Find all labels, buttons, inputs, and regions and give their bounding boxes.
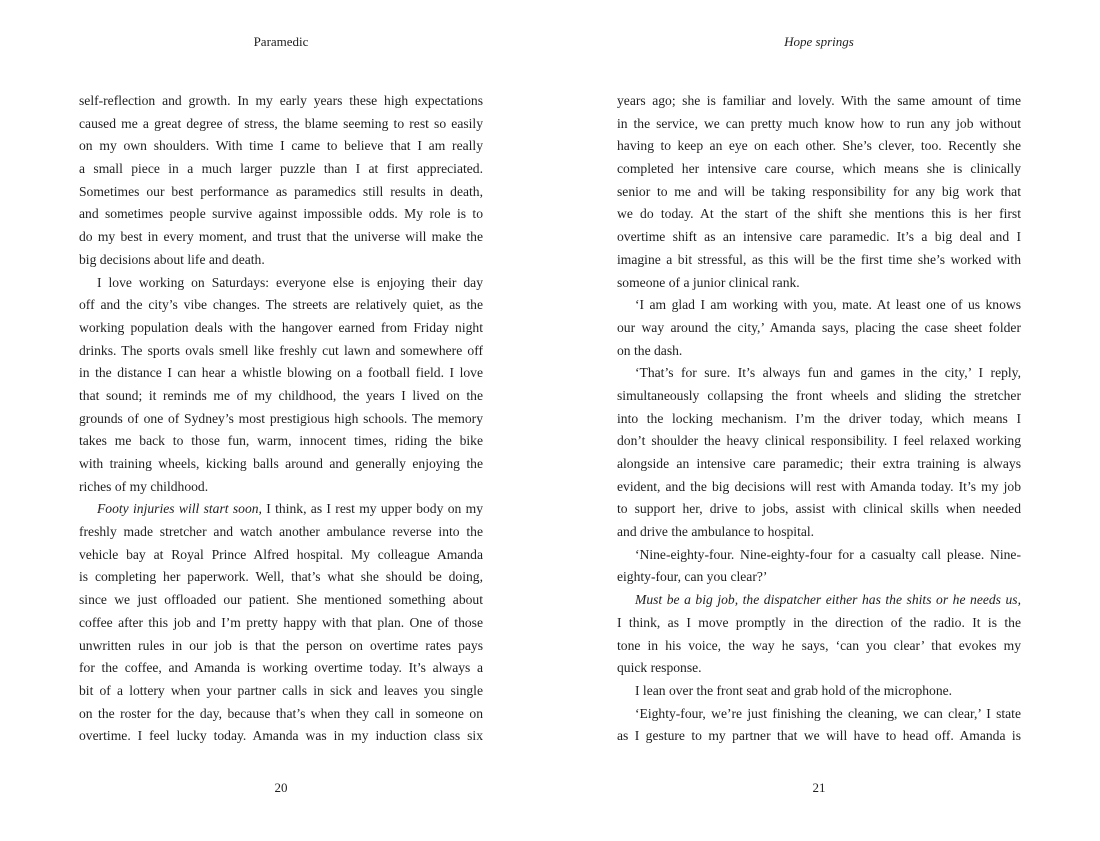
page-number-left: 20 (274, 780, 288, 795)
body-text-left (79, 90, 483, 748)
text-line (617, 589, 1021, 612)
text-line: ‘I am glad I am working with you, mate. At least one of us knows (635, 297, 1021, 313)
text-line: for the coffee, and Amanda is working overtime today. It’s always a (79, 660, 483, 676)
text-line: coffee after this job and I’m pretty happy with that plan. One of those (79, 614, 483, 630)
text-line: unwritten rules in our job is that the person on overtime rates pays (79, 637, 483, 653)
text-line: takes me back to those fun, warm, innocent times, riding the bike (79, 433, 483, 449)
text-line: I lean over the front seat and grab hold of the microphone. (635, 682, 953, 698)
text-line: off and the city’s vibe changes. The streets are relatively quiet, as the (79, 297, 483, 313)
text-line: in the distance I can hear a whistle blowing on a football field. I love (79, 365, 483, 381)
text-line: don’t shoulder the heavy clinical responsibility. I feel relaxed working (617, 433, 1021, 449)
text-line: and drive the ambulance to hospital. (617, 524, 815, 540)
text-line: tone in his voice, the way he says, ‘can you clear’ that evokes my (617, 637, 1021, 653)
text-line: completed her intensive care course, which means she is clinically (617, 161, 1021, 177)
text-line: riches of my childhood. (79, 478, 209, 494)
text-line: on my own shoulders. With time I came to believe that I am really (79, 138, 483, 154)
text-line: alongside an intensive care paramedic; their extra training is always (617, 456, 1021, 471)
text-line: simultaneously collapsing the front wheels and sliding the stretcher (617, 387, 1021, 403)
text-line: imagine a bit stressful, as this will be the first time she’s worked with (617, 251, 1021, 267)
text-line: years ago; she is familiar and lovely. With the same amount of time (617, 93, 1021, 108)
right-page (617, 0, 1021, 841)
text-line: ‘Eighty-four, we’re just finishing the cleaning, we can clear,’ I state (635, 705, 1021, 721)
text-line: into the locking mechanism. I’m the driver today, which means I (617, 410, 1021, 426)
text-line: vehicle bay at Royal Prince Alfred hospital. My colleague Amanda (79, 546, 483, 562)
text-line (79, 498, 483, 521)
text-line: self-reflection and growth. In my early years these high expectations (79, 93, 483, 108)
text-line: on the dash. (617, 342, 683, 358)
text-line: in the service, we can pretty much know how to run any job without (617, 115, 1021, 131)
body-text-right (617, 90, 1021, 748)
text-line: that sound; it reminds me of my childhood, the years I lived on the (79, 387, 483, 403)
line-text: I think, as I rest my upper body on my (261, 501, 483, 517)
text-line: someone of a junior clinical rank. (617, 274, 800, 290)
text-line: working population deals with the hangover earned from Friday night (79, 319, 483, 335)
running-head-right: Hope springs (784, 34, 854, 49)
text-line: bit of a lottery when your partner calls in sick and leaves you single (79, 682, 483, 698)
italic-thought: Footy injuries will start soon, (97, 501, 262, 517)
text-line: and sometimes people survive against impossible odds. My role is to (79, 206, 483, 222)
text-line: ‘Nine-eighty-four. Nine-eighty-four for a casualty call please. Nine- (635, 546, 1021, 562)
text-line: evident, and the big decisions will rest with Amanda today. It’s my job (617, 478, 1021, 494)
text-line: senior to me and will be taking responsibility for any big work that (617, 183, 1021, 199)
text-line: we do today. At the start of the shift she mentions this is her first (617, 206, 1021, 222)
text-line: I think, as I move promptly in the direction of the radio. It is the (617, 614, 1021, 630)
text-line: ‘That’s for sure. It’s always fun and games in the city,’ I reply, (635, 365, 1021, 381)
text-line: I love working on Saturdays: everyone else is enjoying their day (97, 274, 483, 290)
text-line: eighty-four, can you clear?’ (617, 569, 768, 585)
text-line: do my best in every moment, and trust that the universe will make the (79, 229, 483, 245)
text-line: since we just offloaded our patient. She mentioned something about (79, 592, 483, 608)
page-number-right: 21 (812, 780, 826, 795)
left-page (79, 0, 483, 841)
running-head-left: Paramedic (253, 34, 309, 49)
text-line: as I gesture to my partner that we will have to head off. Amanda is (617, 728, 1021, 744)
text-line: drinks. The sports ovals smell like freshly cut lawn and somewhere off (79, 342, 483, 358)
text-line: overtime shift as an intensive care paramedic. It’s a big deal and I (617, 229, 1021, 245)
text-line: quick response. (617, 660, 702, 676)
text-line: to support her, drive to jobs, assist with clinical skills when needed (617, 501, 1021, 517)
text-line: having to keep an eye on each other. She’s clever, too. Recently she (617, 138, 1021, 154)
text-line: on the roster for the day, because that’s when they call in someone on (79, 705, 483, 721)
text-line: is completing her paperwork. Well, that’s what she should be doing, (79, 569, 483, 585)
text-line: with training wheels, kicking balls around and generally enjoying the (79, 456, 483, 471)
text-line: grounds of one of Sydney’s most prestigious high schools. The memory (79, 410, 483, 426)
text-line: freshly made stretcher and watch another ambulance reverse into the (79, 524, 483, 540)
text-line: Sometimes our best performance as paramedics still results in death, (79, 183, 483, 199)
text-line: our way around the city,’ Amanda says, placing the case sheet folder (617, 319, 1021, 335)
text-line: big decisions about life and death. (79, 251, 265, 267)
text-line: overtime. I feel lucky today. Amanda was in my induction class six (79, 728, 483, 744)
text-line: a small piece in a much larger puzzle than I at first appreciated. (79, 161, 483, 177)
text-line: caused me a great degree of stress, the blame seeming to rest so easily (79, 115, 483, 131)
italic-thought: Must be a big job, the dispatcher either has the shits or he needs us, (635, 592, 1021, 608)
